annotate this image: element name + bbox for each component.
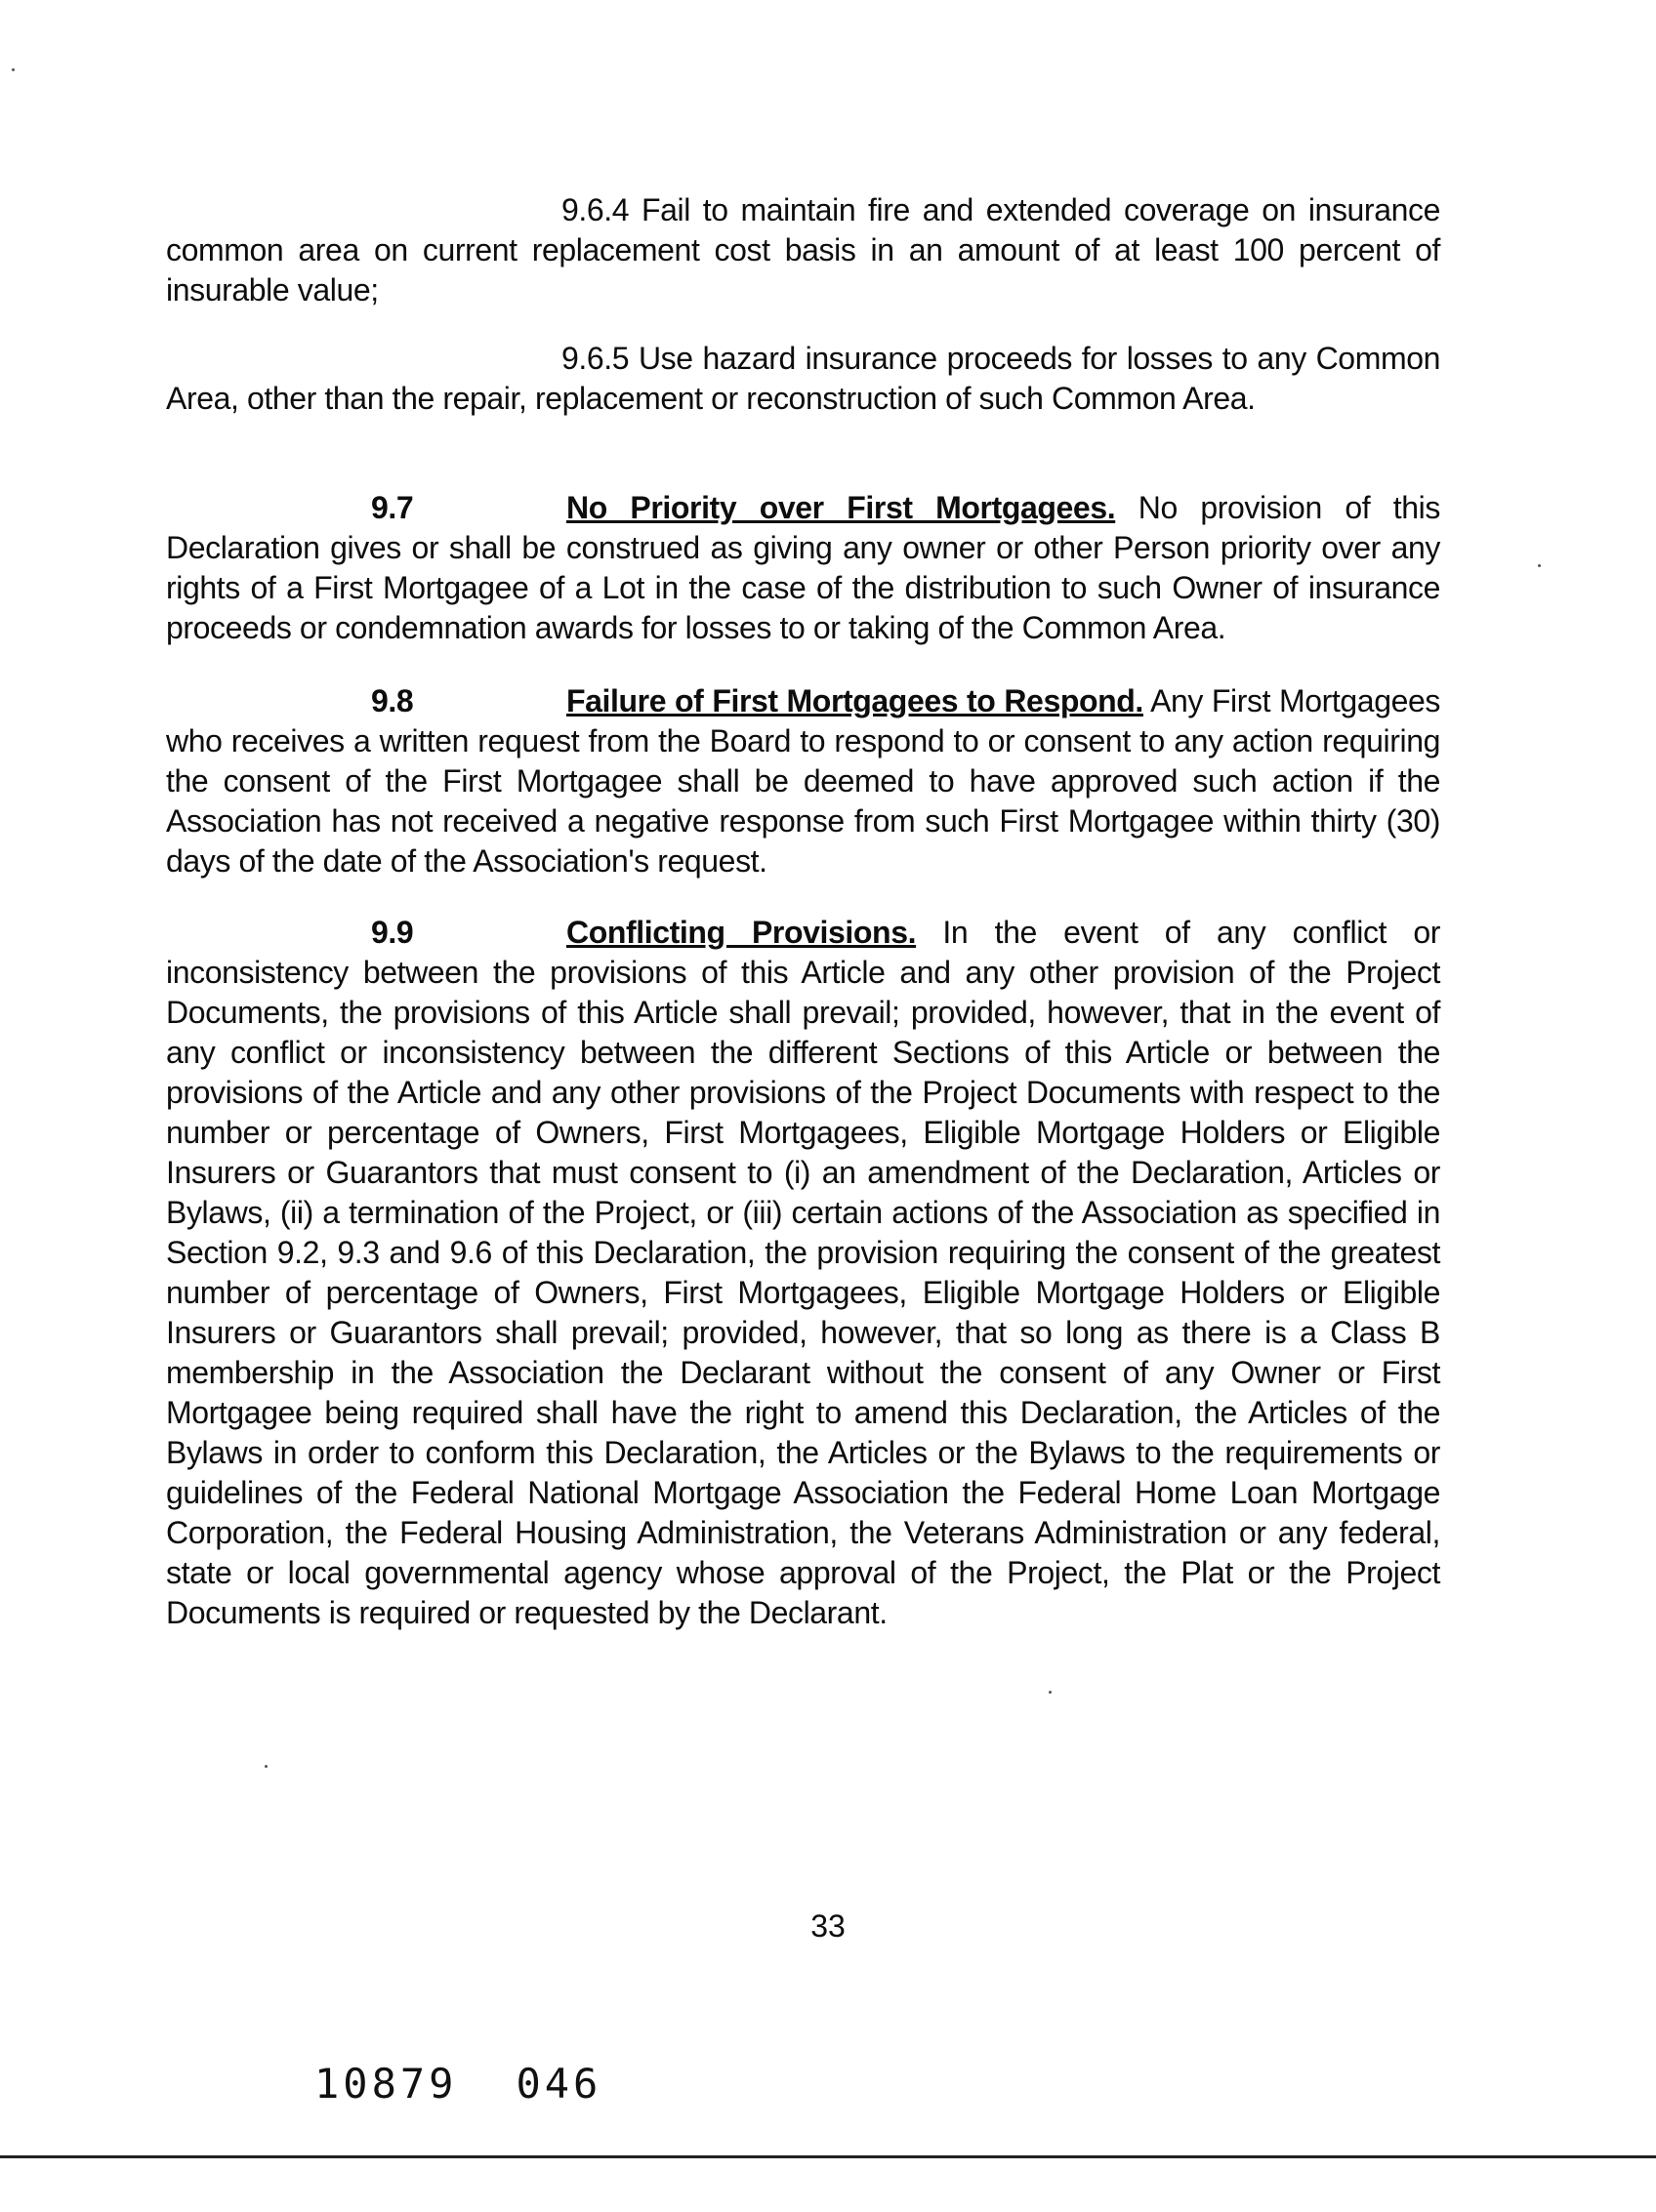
paragraph-9-6-4 <box>166 190 1440 310</box>
paragraph-text: Use hazard insurance proceeds for losses to any Common Area, other than the repair, replacement or reconstruction of such Common Area. <box>166 341 1440 416</box>
section-text: In the event of any conflict or inconsistency between the provisions of this Article and any other provision of the Project Documents, the provisions of this Article shall prevail; provided, however, that in the event of any conflict or inconsistency between the different Sections of this Article or between the provisions of the Article and any other provisions of the Project Documents with respect to the number or percentage of Owners, First Mortgagees, Eligible Mortgage Holders or Eligible Insurers or Guarantors that must consent to (i) an amendment of the Declaration, Articles or Bylaws, (ii) a termination of the Project, or (iii) certain actions of the Association as specified in Section 9.2, 9.3 and 9.6 of this Declaration, the provision requiring the consent of the greatest number of percentage of Owners, First Mortgagees, Eligible Mortgage Holders or Eligible Insurers or Guarantors shall prevail; provided, however, that so long as there is a Class B membership in the Association the Declarant without the consent of any Owner or First Mortgagee being required shall have the right to amend this Declaration, the Articles of the Bylaws in order to conform this Declaration, the Articles or the Bylaws to the requirements or guidelines of the Federal National Mortgage Association the Federal Home Loan Mortgage Corporation, the Federal Housing Administration, the Veterans Administration or any federal, state or local governmental agency whose approval of the Project, the Plat or the Project Documents is required or requested by the Declarant. <box>166 915 1440 1630</box>
recording-stamp <box>314 2060 601 2108</box>
section-text: No provision of this Declaration gives or shall be construed as giving any owner or other Person priority over any rights of a First Mortgagee of a Lot in the case of the distribution to such Owner of insurance proceeds or condemnation awards for losses to or taking of the Common Area. <box>166 490 1440 645</box>
section-9-8 <box>166 681 1440 881</box>
section-text: Any First Mortgagees who receives a written request from the Board to respond to or consent to any action requiring the consent of the First Mortgagee shall be deemed to have approved such action if the Association has not received a negative response from such First Mortgagee within thirty (30) days of the date of the Association's request. <box>166 683 1440 879</box>
paragraph-number: 9.6.5 <box>561 341 630 376</box>
scan-speck <box>12 68 15 71</box>
page-number: 33 <box>810 1908 846 1944</box>
paragraph-number: 9.6.4 <box>561 192 630 227</box>
section-heading: Conflicting Provisions. <box>566 915 917 950</box>
section-heading: Failure of First Mortgagees to Respond. <box>566 683 1143 718</box>
section-9-7 <box>166 488 1440 648</box>
section-number: 9.8 <box>371 683 414 718</box>
scan-speck <box>265 1765 268 1768</box>
scan-speck <box>1538 564 1541 567</box>
stamp-page: 046 <box>516 2060 602 2108</box>
section-heading: No Priority over First Mortgagees. <box>566 490 1116 525</box>
stamp-book: 10879 <box>314 2060 458 2108</box>
section-number: 9.7 <box>371 490 414 525</box>
section-number: 9.9 <box>371 915 414 950</box>
bottom-rule <box>0 2155 1656 2158</box>
section-9-9 <box>166 913 1440 1633</box>
scan-speck <box>1049 1691 1052 1694</box>
paragraph-text: Fail to maintain fire and extended coverage on insurance common area on current replacement cost basis in an amount of at least 100 percent of insurable value; <box>166 192 1440 307</box>
paragraph-9-6-5 <box>166 339 1440 419</box>
